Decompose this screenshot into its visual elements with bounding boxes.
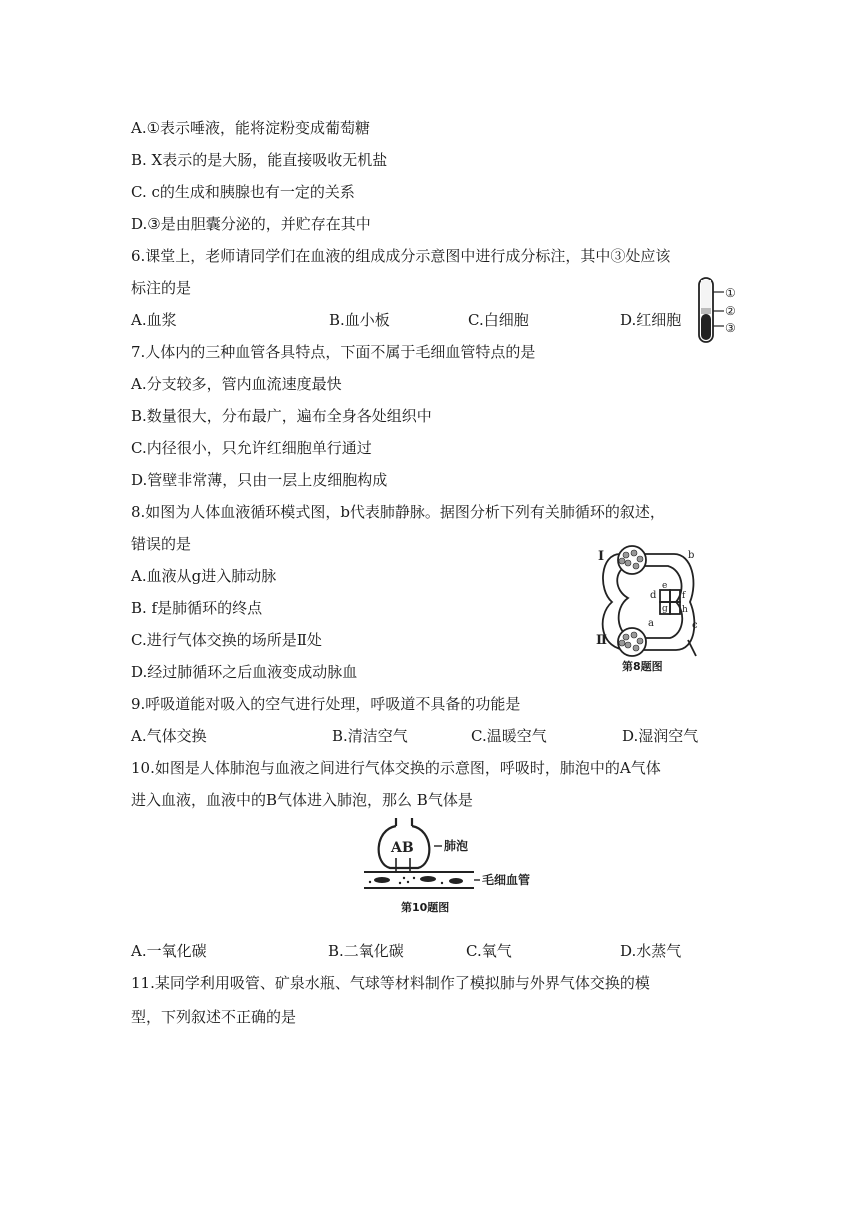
q8-option-c: C.进行气体交换的场所是Ⅱ处 — [131, 631, 322, 649]
q6-stem-line1: 6.课堂上，老师请同学们在血液的组成成分示意图中进行成分标注，其中③处应该 — [131, 247, 671, 265]
blood-tube-figure — [694, 274, 746, 346]
label-c: c — [692, 620, 698, 631]
label-roman-1: Ⅰ — [598, 549, 605, 564]
q5-option-a: A.①表示唾液，能将淀粉变成葡萄糖 — [131, 119, 371, 137]
label-e: e — [662, 581, 668, 591]
q7-option-d: D.管壁非常薄，只由一层上皮细胞构成 — [131, 471, 388, 489]
q8-stem-line2: 错误的是 — [131, 535, 192, 553]
capillary-label: 毛细血管 — [482, 873, 530, 887]
tube-label-2: ② — [725, 304, 736, 318]
label-b: b — [688, 550, 695, 561]
q8-option-b: B. f是肺循环的终点 — [131, 599, 263, 617]
q10-stem-line2: 进入血液，血液中的B气体进入肺泡，那么 B气体是 — [131, 791, 473, 809]
tube-label-1: ① — [725, 286, 736, 300]
q6-option-a: A.血浆 — [131, 311, 177, 329]
q10-option-d: D.水蒸气 — [620, 942, 682, 960]
q6-option-d: D.红细胞 — [620, 311, 682, 329]
q6-option-c: C.白细胞 — [468, 311, 529, 329]
q11-stem-line1: 11.某同学利用吸管、矿泉水瓶、气球等材料制作了模拟肺与外界气体交换的模 — [131, 974, 650, 992]
circulation-diagram — [592, 540, 710, 674]
q9-option-b: B.清洁空气 — [332, 727, 408, 745]
q7-option-a: A.分支较多，管内血流速度最快 — [131, 375, 342, 393]
alveolus-capillary-figure — [360, 812, 530, 898]
q5-option-c: C. c的生成和胰腺也有一定的关系 — [131, 183, 355, 201]
q6-option-b: B.血小板 — [329, 311, 390, 329]
q5-option-b: B. X表示的是大肠，能直接吸收无机盐 — [131, 151, 388, 169]
label-d: d — [650, 590, 657, 601]
label-roman-2: Ⅱ — [596, 633, 607, 648]
alveolus-label: 肺泡 — [444, 839, 469, 853]
label-h: h — [682, 605, 688, 615]
figure8-caption: 第8题图 — [622, 660, 663, 673]
q10-option-b: B.二氧化碳 — [328, 942, 404, 960]
q10-option-c: C.氧气 — [466, 942, 512, 960]
q9-option-a: A.气体交换 — [131, 727, 207, 745]
q9-stem: 9.呼吸道能对吸入的空气进行处理，呼吸道不具备的功能是 — [131, 695, 521, 713]
q10-stem-line1: 10.如图是人体肺泡与血液之间进行气体交换的示意图，呼吸时，肺泡中的A气体 — [131, 759, 661, 777]
label-g: g — [662, 604, 668, 614]
tube-label-3: ③ — [725, 321, 736, 335]
label-a: a — [648, 618, 654, 629]
q10-option-a: A.一氧化碳 — [131, 942, 207, 960]
q11-stem-line2: 型，下列叙述不正确的是 — [131, 1008, 297, 1026]
q8-stem-line1: 8.如图为人体血液循环模式图，b代表肺静脉。据图分析下列有关肺循环的叙述， — [131, 503, 665, 521]
q9-option-c: C.温暖空气 — [471, 727, 547, 745]
label-f: f — [682, 591, 686, 601]
figure10-caption: 第10题图 — [401, 901, 450, 914]
q7-option-b: B.数量很大，分布最广，遍布全身各处组织中 — [131, 407, 432, 425]
q5-option-d: D.③是由胆囊分泌的，并贮存在其中 — [131, 215, 371, 233]
q8-option-d: D.经过肺循环之后血液变成动脉血 — [131, 663, 358, 681]
ab-label: AB — [391, 840, 414, 856]
q6-stem-line2: 标注的是 — [131, 279, 192, 297]
q8-option-a: A.血液从g进入肺动脉 — [131, 567, 277, 585]
q7-option-c: C.内径很小，只允许红细胞单行通过 — [131, 439, 372, 457]
q9-option-d: D.湿润空气 — [622, 727, 699, 745]
q7-stem: 7.人体内的三种血管各具特点，下面不属于毛细血管特点的是 — [131, 343, 536, 361]
